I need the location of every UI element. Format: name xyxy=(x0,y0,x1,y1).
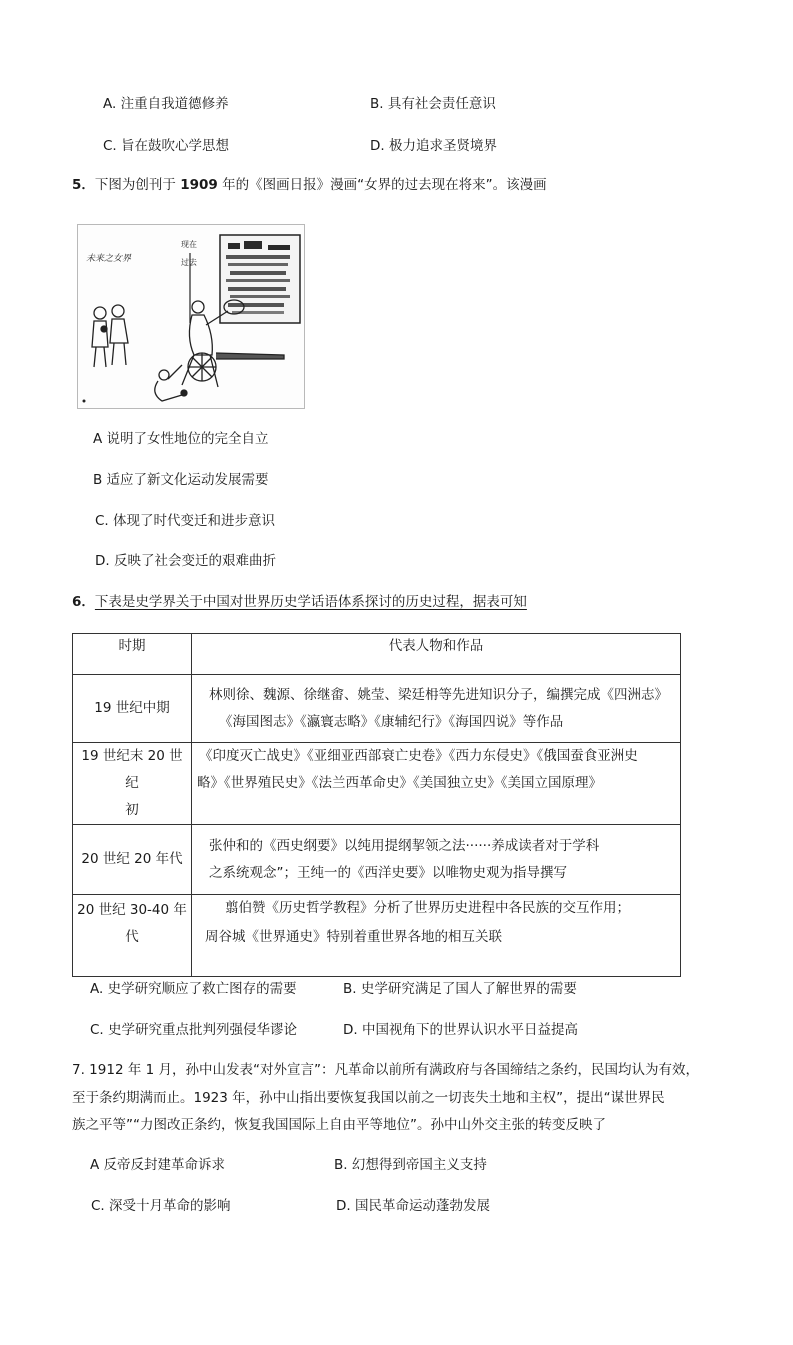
table-works-line: 林则徐、魏源、徐继畬、姚莹、梁廷枏等先进知识分子，编撰完成《四洲志》 xyxy=(209,686,668,703)
table-works-line: 略》《世界殖民史》《法兰西革命史》《美国独立史》《美国立国原理》 xyxy=(197,775,602,791)
q7-stem-line-2: 至于条约期满而止。1923 年，孙中山指出要恢复我国以前之一切丧失土地和主权”，提出“谋世界民 xyxy=(72,1090,665,1106)
table-row xyxy=(73,825,681,895)
q5-option-c: C. 体现了时代变迁和进步意识 xyxy=(95,513,276,529)
q7-option-d: D. 国民革命运动蓬勃发展 xyxy=(336,1198,490,1214)
q6-option-d: D. 中国视角下的世界认识水平日益提高 xyxy=(343,1022,578,1038)
q7-stem-line-3: 族之平等”“力图改正条约，恢复我国国际上自由平等地位”。孙中山外交主张的转变反映了 xyxy=(72,1117,606,1133)
table-row xyxy=(73,675,681,743)
table-works-line: 翦伯赞《历史哲学教程》分析了世界历史进程中各民族的交互作用； xyxy=(225,900,630,916)
q5-year: 1909 xyxy=(180,177,218,193)
table-period-cell: 20 世纪 20 年代 xyxy=(73,825,192,895)
q5-option-b: B 适应了新文化运动发展需要 xyxy=(93,472,269,488)
q5-number: 5． xyxy=(72,177,95,193)
q5-stem-after: 年的《图画日报》漫画“女界的过去现在将来”。该漫画 xyxy=(222,177,547,193)
table-row xyxy=(73,895,681,977)
q6-stem xyxy=(72,594,527,610)
table-header-period: 时期 xyxy=(73,634,192,675)
history-table xyxy=(72,633,681,977)
q7-option-a: A 反帝反封建革命诉求 xyxy=(90,1157,226,1173)
table-works-line: 《海国图志》《瀛寰志略》《康辅纪行》《海国四说》等作品 xyxy=(219,713,564,730)
table-works-cell xyxy=(192,895,681,977)
table-header-works: 代表人物和作品 xyxy=(192,634,681,675)
cartoon-caption-mid: 现在 xyxy=(181,240,197,249)
table-works-line: 张仲和的《西史纲要》以纯用提纲挈领之法······养成读者对于学科 xyxy=(209,837,600,854)
q4-option-c: C. 旨在鼓吹心学思想 xyxy=(103,138,230,154)
table-works-line: 周谷城《世界通史》特别着重世界各地的相互关联 xyxy=(205,929,502,945)
cartoon-drawing xyxy=(78,225,304,408)
table-period-cell: 20 世纪 30-40 年代 xyxy=(73,895,192,977)
table-header-row xyxy=(73,634,681,675)
q7-stem-line-1: 7. 1912 年 1 月，孙中山发表“对外宣言”：凡革命以前所有满政府与各国缔结之条约，民国均认为有效， xyxy=(72,1062,699,1078)
table-works-cell xyxy=(192,825,681,895)
q6-option-c: C. 史学研究重点批判列强侵华谬论 xyxy=(90,1022,298,1038)
table-period-cell: 19 世纪中期 xyxy=(73,675,192,743)
q5-option-a: A 说明了女性地位的完全自立 xyxy=(93,431,269,447)
cartoon-caption-right: 过去 xyxy=(181,258,197,267)
q4-option-d: D. 极力追求圣贤境界 xyxy=(370,138,497,154)
table-period-line: 初 xyxy=(125,802,139,818)
table-works-cell xyxy=(192,743,681,825)
q6-option-b: B. 史学研究满足了国人了解世界的需要 xyxy=(343,981,577,997)
table-row xyxy=(73,743,681,825)
q4-option-b: B. 具有社会责任意识 xyxy=(370,96,496,112)
cartoon-caption-left: 未来之女界 xyxy=(86,254,132,264)
table-period-cell xyxy=(73,743,192,825)
table-works-cell xyxy=(192,675,681,743)
q5-option-d: D. 反映了社会变迁的艰难曲折 xyxy=(95,553,276,569)
q5-stem-before: 下图为创刊于 xyxy=(94,177,176,193)
q7-option-b: B. 幻想得到帝国主义支持 xyxy=(334,1157,487,1173)
q5-stem xyxy=(72,177,547,193)
table-period-line: 19 世纪末 20 世纪 xyxy=(81,748,183,791)
q6-option-a: A. 史学研究顺应了救亡图存的需要 xyxy=(90,981,297,997)
q6-stem-text: 下表是史学界关于中国对世界历史学话语体系探讨的历史过程，据表可知 xyxy=(94,594,527,610)
cartoon-image xyxy=(77,224,305,409)
table-works-line: 之系统观念”；王纯一的《西洋史要》以唯物史观为指导撰写 xyxy=(209,864,567,881)
q4-option-a: A. 注重自我道德修养 xyxy=(103,96,229,112)
q6-number: 6． xyxy=(72,594,95,610)
q7-option-c: C. 深受十月革命的影响 xyxy=(91,1198,231,1214)
table-works-line: 《印度灭亡战史》《亚细亚西部衰亡史卷》《西力东侵史》《俄国蚕食亚洲史 xyxy=(199,748,638,764)
